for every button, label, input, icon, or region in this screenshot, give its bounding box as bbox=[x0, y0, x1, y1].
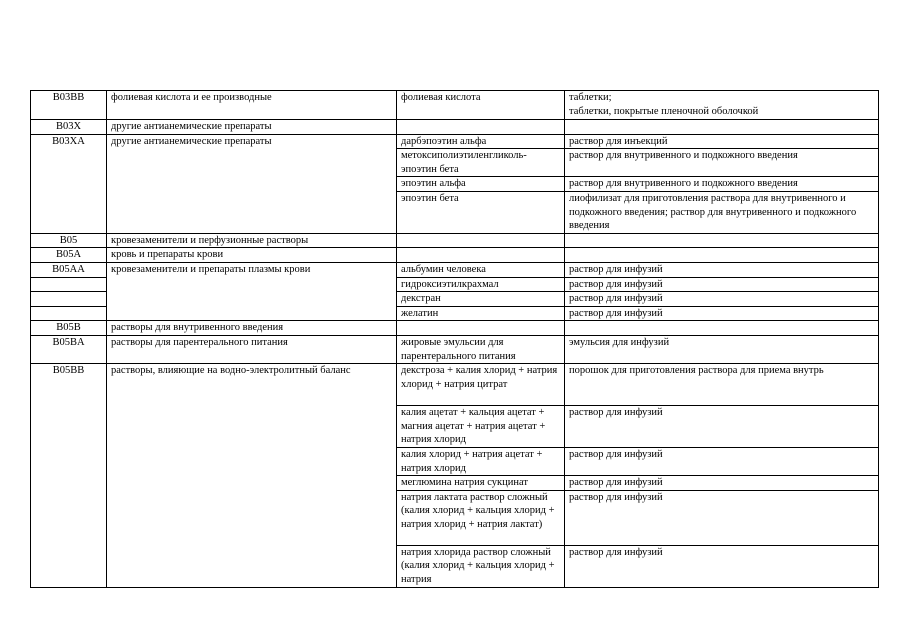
drug-name-cell bbox=[397, 120, 565, 135]
dosage-form-cell: раствор для инфузий bbox=[565, 490, 879, 545]
drug-name-cell bbox=[397, 321, 565, 336]
table-row bbox=[31, 120, 879, 135]
table-row bbox=[31, 134, 879, 149]
drug-name-cell: дарбэпоэтин альфа bbox=[397, 134, 565, 149]
drug-name-cell: эпоэтин бета bbox=[397, 191, 565, 233]
table-row bbox=[31, 233, 879, 248]
table-row bbox=[31, 262, 879, 277]
dosage-form-cell bbox=[565, 248, 879, 263]
atc-code-cell: B05AA bbox=[31, 262, 107, 277]
dosage-form-cell: раствор для инфузий bbox=[565, 277, 879, 292]
group-name-cell: кровь и препараты крови bbox=[107, 248, 397, 263]
dosage-form-cell bbox=[565, 120, 879, 135]
drug-name-cell: калия хлорид + натрия ацетат + натрия хлорид bbox=[397, 448, 565, 476]
dosage-form-cell: лиофилизат для приготовления раствора для внутривенного и подкожного введения; раствор для внутривенного и подкожного введения bbox=[565, 191, 879, 233]
dosage-form-cell bbox=[565, 233, 879, 248]
dosage-form-cell: порошок для приготовления раствора для приема внутрь bbox=[565, 364, 879, 406]
dosage-form-cell: раствор для инфузий bbox=[565, 306, 879, 321]
drug-name-cell: декстран bbox=[397, 292, 565, 307]
group-name-cell: кровезаменители и перфузионные растворы bbox=[107, 233, 397, 248]
drug-name-cell: метоксиполиэтиленгликоль-эпоэтин бета bbox=[397, 149, 565, 177]
dosage-form-line: таблетки, покрытые пленочной оболочкой bbox=[569, 105, 759, 117]
drug-name-cell: калия ацетат + кальция ацетат + магния ацетат + натрия ацетат + натрия хлорид bbox=[397, 406, 565, 448]
drug-classification-table bbox=[30, 90, 879, 588]
atc-code-cell: B05A bbox=[31, 248, 107, 263]
atc-code-cell: B05B bbox=[31, 321, 107, 336]
group-name-cell: растворы, влияющие на водно-электролитный баланс bbox=[107, 364, 397, 588]
drug-name-cell: натрия лактата раствор сложный (калия хлорид + кальция хлорид + натрия хлорид + натрия лактат) bbox=[397, 490, 565, 545]
dosage-form-cell: раствор для внутривенного и подкожного введения bbox=[565, 177, 879, 192]
dosage-form-cell: раствор для инъекций bbox=[565, 134, 879, 149]
atc-code-cell: B05 bbox=[31, 233, 107, 248]
drug-name-cell: декстроза + калия хлорид + натрия хлорид + натрия цитрат bbox=[397, 364, 565, 406]
drug-name-cell: жировые эмульсии для парентерального питания bbox=[397, 335, 565, 363]
drug-name-cell: желатин bbox=[397, 306, 565, 321]
group-name-cell: кровезаменители и препараты плазмы крови bbox=[107, 262, 397, 320]
dosage-form-cell: эмульсия для инфузий bbox=[565, 335, 879, 363]
drug-name-cell bbox=[397, 248, 565, 263]
drug-name-cell: альбумин человека bbox=[397, 262, 565, 277]
atc-code-cell: B03BB bbox=[31, 91, 107, 120]
dosage-form-cell bbox=[565, 321, 879, 336]
atc-code-cell: B03XA bbox=[31, 134, 107, 233]
table-row bbox=[31, 321, 879, 336]
group-name-cell: растворы для внутривенного введения bbox=[107, 321, 397, 336]
table-row bbox=[31, 248, 879, 263]
atc-code-cell: B05BA bbox=[31, 335, 107, 363]
atc-code-cell: B03X bbox=[31, 120, 107, 135]
dosage-form-cell: раствор для инфузий bbox=[565, 448, 879, 476]
dosage-form-cell: раствор для инфузий bbox=[565, 545, 879, 587]
atc-code-cell bbox=[31, 277, 107, 292]
atc-code-cell bbox=[31, 292, 107, 307]
dosage-form-line: таблетки; bbox=[569, 92, 612, 103]
drug-name-cell: гидроксиэтилкрахмал bbox=[397, 277, 565, 292]
group-name-cell: другие антианемические препараты bbox=[107, 134, 397, 233]
dosage-form-cell: раствор для инфузий bbox=[565, 262, 879, 277]
dosage-form-cell: раствор для внутривенного и подкожного введения bbox=[565, 149, 879, 177]
drug-name-cell: фолиевая кислота bbox=[397, 91, 565, 120]
table-row bbox=[31, 91, 879, 120]
table-row bbox=[31, 335, 879, 363]
drug-name-cell: натрия хлорида раствор сложный (калия хлорид + кальция хлорид + натрия bbox=[397, 545, 565, 587]
atc-code-cell bbox=[31, 306, 107, 321]
dosage-form-cell: раствор для инфузий bbox=[565, 476, 879, 491]
drug-name-cell bbox=[397, 233, 565, 248]
group-name-cell: другие антианемические препараты bbox=[107, 120, 397, 135]
dosage-form-cell: раствор для инфузий bbox=[565, 292, 879, 307]
table-row bbox=[31, 364, 879, 406]
drug-name-cell: меглюмина натрия сукцинат bbox=[397, 476, 565, 491]
group-name-cell: растворы для парентерального питания bbox=[107, 335, 397, 363]
dosage-form-cell: раствор для инфузий bbox=[565, 406, 879, 448]
dosage-form-cell bbox=[565, 91, 879, 120]
atc-code-cell: B05BB bbox=[31, 364, 107, 588]
drug-name-cell: эпоэтин альфа bbox=[397, 177, 565, 192]
group-name-cell: фолиевая кислота и ее производные bbox=[107, 91, 397, 120]
